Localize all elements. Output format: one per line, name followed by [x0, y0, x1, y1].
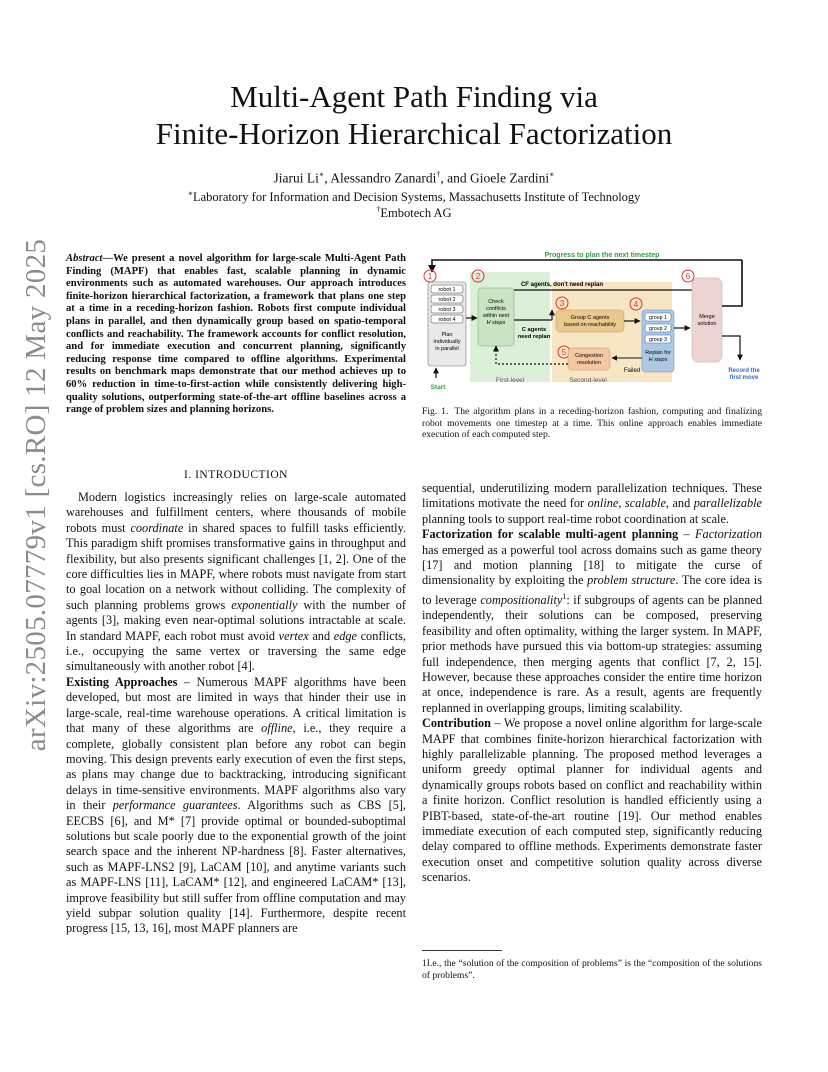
- paragraph: Factorization for scalable multi-agent planning – Factorization has emerged as a powerful tool across domains such as game theory [17] and motion planning [18] to mitigate the curse of dimensionality by exploiting the problem structure. The core idea is to leverage compositionality$^1$: if subgroups of agents can be planned independently, their solutions can be composed, preserving feasibility and often optimality, withing the larger system. In MAPF, prior methods have pursued this via bottom-up strategies: assuming full independence, then merging agents that conflict [7, 2, 15]. However, because these approaches consider the entire time horizon at once, independence is rare. As a result, agents are frequently replanned in overlapping groups, limiting scalability.: [422, 527, 763, 715]
- arxiv-identifier: arXiv:2505.07779v1 [cs.RO] 12 May 2025: [20, 238, 52, 752]
- paragraph: sequential, underutilizing modern parallelization techniques. These limitations motivate the need for online, scalable, and parallelizable planning tools to support real-time robot coordination at scale.: [422, 481, 763, 526]
- check-label-2: conflicts: [486, 306, 506, 312]
- figure-caption-label: Fig. 1.: [422, 406, 449, 417]
- figure-caption-text: The algorithm plans in a receding-horizon fashion, computing and finalizing robot movements one timestep at a time. This online approach enables immediate execution of each computed step.: [422, 406, 763, 441]
- group-3-label: group 3: [649, 337, 667, 343]
- author-list: Jiarui Li∗, Alessandro Zanardi†, and Gioele Zardini∗: [273, 170, 555, 186]
- title-line-1: Multi-Agent Path Finding via: [230, 79, 598, 114]
- robot-2-label: robot 2: [438, 297, 456, 303]
- c-agents-label-2: need replan: [517, 334, 551, 340]
- plan-label-2: individually: [433, 339, 461, 345]
- merge-block: [692, 278, 722, 362]
- congestion-label-1: Congestion: [575, 353, 603, 359]
- step-1-number: 1: [427, 272, 433, 281]
- paper-title: [80, 78, 748, 152]
- footnote-divider: [422, 950, 502, 951]
- first-level-label: First-level: [495, 377, 525, 384]
- failed-label: Failed: [623, 368, 641, 374]
- plan-label-1: Plan: [441, 332, 453, 338]
- group-label-1: Group C agents: [570, 315, 610, 321]
- robot-1-label: robot 1: [438, 287, 456, 293]
- progress-label: Progress to plan the next timestep: [544, 252, 660, 259]
- figure-algorithm-overview: [422, 248, 766, 398]
- abstract-text: —We present a novel algorithm for large-scale Multi-Agent Path Finding (MAPF) that enables fast, scalable planning in dynamic environments such as automated warehouses. Our approach introduces finite-horizon hierarchical factorization, a framework that plans one step at a time in a receding-horizon fashion. Robots first compute individual plans in parallel, and then dynamically group based on spatio-temporal conflicts and reachability. The framework accounts for conflict resolution, and for immediate execution and concurrent planning, significantly reducing response time compared to offline algorithms. Experimental results on benchmark maps demonstrate that our method achieves up to 60% reduction in time-to-first-action while consistently delivering high-quality solutions, outperforming state-of-the-art offline baselines across a range of problem sizes and planning horizons.: [66, 253, 406, 416]
- paragraph: Contribution – We propose a novel online algorithm for large-scale MAPF that combines finite-horizon hierarchical factorization with highly parallelizable planning. The proposed method leverages a uniform greedy optimal planner for individual agents and dynamically groups robots based on conflict and reachability within a finite horizon. Conflict resolution is handled efficiently using a PIBT-based, state-of-the-art routine [19]. Our method enables immediate execution of each computed step, significantly reducing delay compared to offline methods. Experiments demonstrate faster execution onset and competitive solution quality across diverse scenarios.: [422, 716, 762, 885]
- paragraph: Modern logistics increasingly relies on large-scale automated warehouses and fulfillment centers, where thousands of mobile robots must coordinate in shared spaces to fulfill tasks efficiently. This paradigm shift promises transformative gains in throughput and flexibility, but also presents significant challenges [1, 2]. One of the core difficulties lies in MAPF, where robots must navigate from start to goal location on a network without colliding. The complexity of such planning problems grows exponentially with the number of agents [3], making even near-optimal solutions intractable at scale. In standard MAPF, each robot must avoid vertex and edge conflicts, i.e., occupying the same vertex or traversing the same edge simultaneously with another robot [4].: [66, 490, 407, 674]
- section-heading-introduction: I. INTRODUCTION: [184, 469, 288, 481]
- record-label-1: Record the: [728, 368, 760, 374]
- robot-3-label: robot 3: [438, 307, 456, 313]
- congestion-block: [568, 348, 610, 370]
- footnote: 1I.e., the “solution of the composition of problems” is the “composition of the solutions of problems”.: [422, 958, 762, 981]
- plan-block: [428, 282, 466, 366]
- abstract-label: Abstract: [66, 253, 103, 264]
- title-line-2: Finite-Horizon Hierarchical Factorization: [155, 116, 673, 151]
- second-level-label: Second-level: [569, 377, 607, 384]
- group-label-2: based on reachability: [564, 322, 616, 328]
- replan-label-1: Replan for: [645, 350, 671, 356]
- affiliation-mit: ∗Laboratory for Information and Decision Systems, Massachusetts Institute of Technology: [187, 189, 641, 205]
- cf-agents-label: CF agents, don't need replan: [520, 282, 604, 288]
- check-label-1: Check: [488, 299, 504, 305]
- robot-4-label: robot 4: [438, 317, 456, 323]
- step-2-number: 2: [475, 272, 481, 281]
- check-label-3: within next: [483, 313, 509, 319]
- congestion-label-2: resolution: [577, 360, 601, 366]
- paragraph: Existing Approaches – Numerous MAPF algorithms have been developed, but most are limited in ways that hinder their use in large-scale, real-time warehouse operations. A critical limitation is that many of these algorithms are offline, i.e., they require a complete, globally consistent plan before any robot can begin moving. This design prevents early execution of even the first steps, as plans may change due to backtracking, introducing significant delays in time-sensitive environments. MAPF algorithms also vary in their performance guarantees. Algorithms such as CBS [5], EECBS [6], and M* [7] provide optimal or bounded-suboptimal solutions but scale poorly due to the exponential growth of the joint search space and the inherent NP-hardness [8]. Faster alternatives, such as MAPF-LNS2 [9], LaCAM [10], and anytime variants such as MAPF-LNS [11], LaCAM* [12], and engineered LaCAM* [13], improve feasibility but still suffer from offline computation and may yield subpar solution quality [14]. Furthermore, despite recent progress [15, 13, 16], most MAPF planners are: [66, 674, 407, 936]
- group-list: [645, 313, 671, 343]
- record-label-2: first move: [729, 375, 759, 381]
- step-5-number: 5: [561, 348, 567, 357]
- merge-to-loop-line: [722, 260, 742, 306]
- merge-label-1: Merge: [699, 314, 715, 320]
- start-label: Start: [430, 384, 446, 391]
- step-6-number: 6: [685, 272, 691, 281]
- left-column-body: [66, 490, 406, 937]
- plan-label-3: in parallel: [435, 346, 459, 352]
- abstract: [66, 253, 406, 417]
- group-1-label: group 1: [649, 315, 667, 321]
- merge-to-record-arrow: [722, 336, 740, 360]
- figure-caption: [422, 406, 762, 441]
- group-2-label: group 2: [649, 326, 667, 332]
- replan-label-2: H steps: [648, 357, 668, 363]
- c-agents-label-1: C agents: [521, 327, 547, 333]
- group-agents-block: [556, 310, 624, 332]
- affiliation-embotech: †Embotech AG: [376, 205, 452, 221]
- step-4-number: 4: [633, 300, 639, 309]
- check-label-4: H steps: [486, 320, 506, 326]
- step-3-number: 3: [559, 299, 565, 308]
- merge-label-2: solution: [697, 321, 717, 327]
- right-column-body: [422, 481, 762, 886]
